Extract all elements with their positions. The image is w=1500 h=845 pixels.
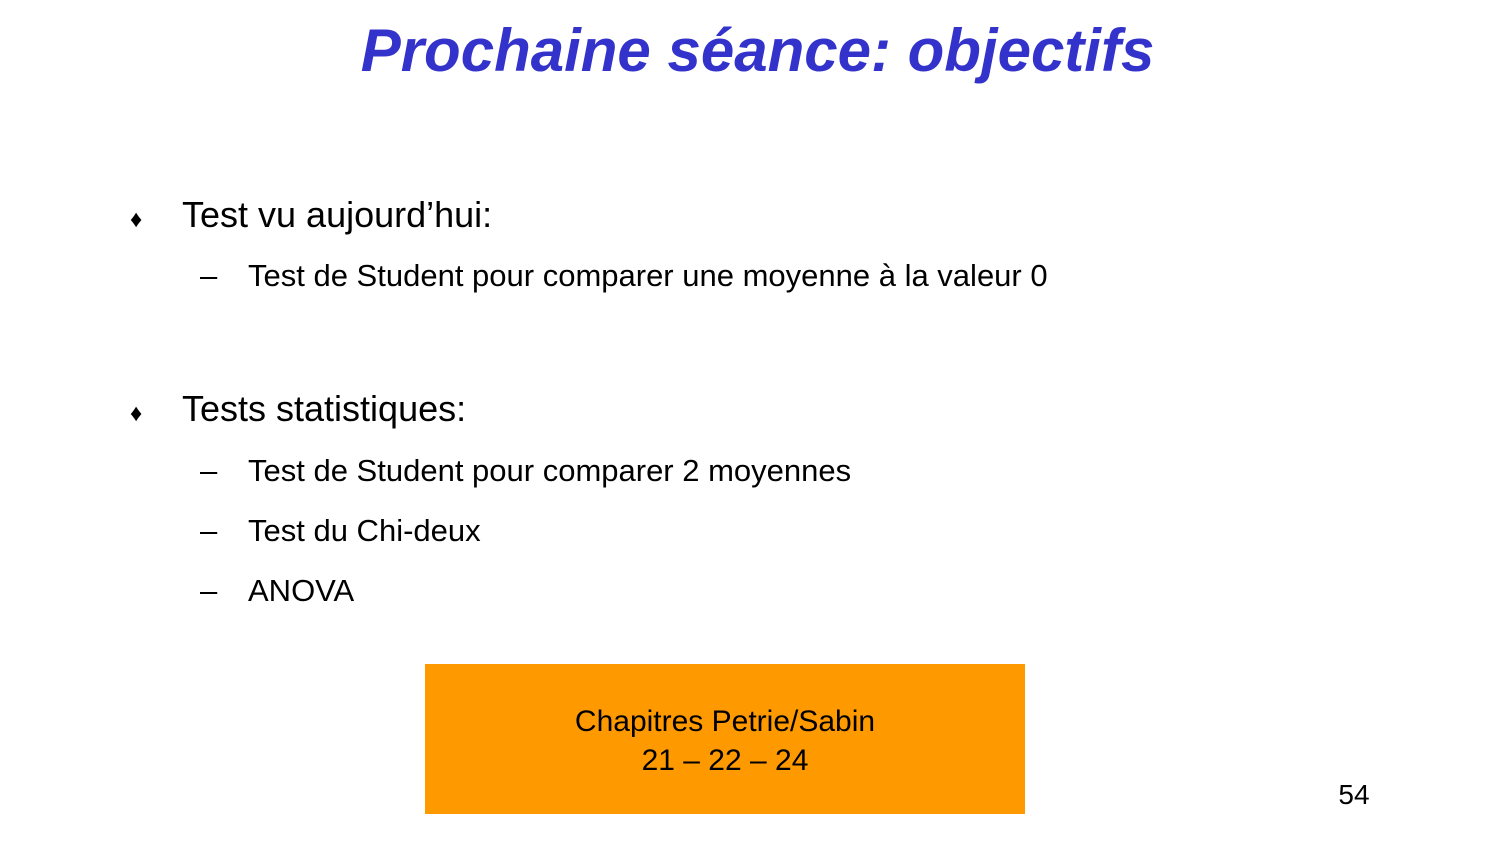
section-heading-label: Test vu aujourd’hui: [182, 194, 493, 235]
diamond-bullet-icon: ♦ [130, 400, 143, 427]
page-number: 54 [1338, 779, 1370, 810]
dash-bullet-icon: – [200, 513, 218, 548]
list-item-label: Test de Student pour comparer une moyenne à la valeur 0 [248, 258, 1048, 293]
reference-line-chapters: Chapitres Petrie/Sabin [574, 705, 876, 738]
dash-bullet-icon: – [200, 258, 218, 293]
dash-bullet-icon: – [200, 453, 218, 488]
section-heading-today [130, 193, 492, 242]
list-item [200, 256, 1048, 296]
chapter-reference-box [425, 664, 1025, 814]
diamond-bullet-icon: ♦ [130, 206, 143, 233]
slide-title: Prochaine séance: objectifs [360, 17, 1155, 84]
list-item [200, 511, 481, 551]
list-item [200, 451, 851, 491]
section-heading-label: Tests statistiques: [182, 388, 467, 429]
dash-bullet-icon: – [200, 573, 218, 608]
section-heading-stat-tests [130, 387, 466, 436]
list-item-label: ANOVA [248, 573, 355, 608]
reference-line-numbers: 21 – 22 – 24 [641, 744, 809, 777]
list-item-label: Test de Student pour comparer 2 moyennes [248, 453, 852, 488]
list-item [200, 571, 354, 611]
list-item-label: Test du Chi-deux [248, 513, 481, 548]
